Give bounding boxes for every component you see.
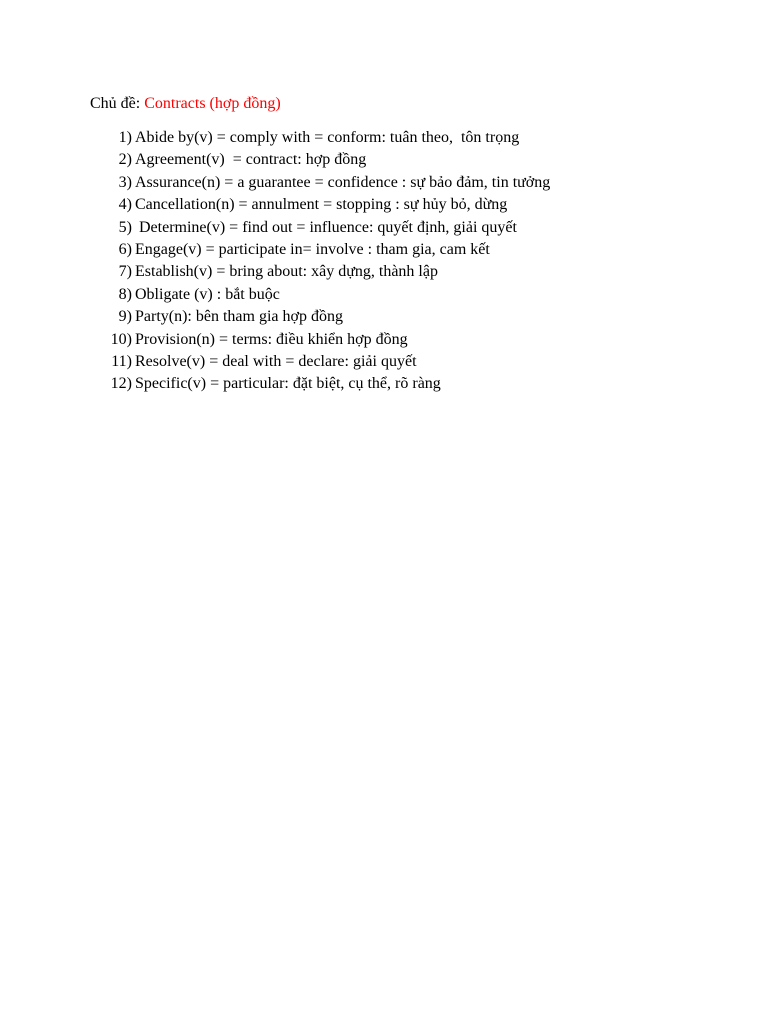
item-number: 10) <box>110 330 132 348</box>
item-text: Abide by(v) = comply with = conform: tuân theo, tôn trọng <box>135 129 520 146</box>
item-text: Engage(v) = participate in= involve : tham gia, cam kết <box>135 240 490 258</box>
item-text: Provision(n) = terms: điều khiển hợp đồng <box>135 330 408 348</box>
topic-heading <box>90 93 281 115</box>
item-number: 11) <box>111 352 132 370</box>
item-number: 5) <box>118 218 132 236</box>
item-number: 1) <box>118 129 132 146</box>
item-text: Agreement(v) = contract: hợp đồng <box>135 151 367 169</box>
item-text: Determine(v) = find out = influence: quyết định, giải quyết <box>135 218 517 236</box>
item-text: Obligate (v) : bắt buộc <box>135 285 280 303</box>
item-number: 8) <box>118 285 132 303</box>
item-text: Cancellation(n) = annulment = stopping : sự hủy bỏ, dừng <box>135 196 508 214</box>
item-text: Specific(v) = particular: đặt biệt, cụ thể, rõ ràng <box>135 375 441 393</box>
item-number: 7) <box>118 263 132 281</box>
topic-title: Contracts (hợp đồng) <box>144 95 281 112</box>
item-text: Establish(v) = bring about: xây dựng, thành lập <box>135 263 438 281</box>
item-number: 12) <box>110 375 132 393</box>
item-text: Assurance(n) = a guarantee = confidence : sự bảo đảm, tin tưởng <box>135 173 551 191</box>
item-text: Resolve(v) = deal with = declare: giải quyết <box>135 352 417 370</box>
item-number: 2) <box>118 151 132 169</box>
topic-label: Chủ đề: <box>90 95 145 112</box>
item-number: 6) <box>118 240 132 258</box>
item-number: 4) <box>118 196 132 214</box>
item-number: 9) <box>118 308 132 326</box>
item-number: 3) <box>118 173 132 191</box>
item-text: Party(n): bên tham gia hợp đồng <box>135 308 343 326</box>
